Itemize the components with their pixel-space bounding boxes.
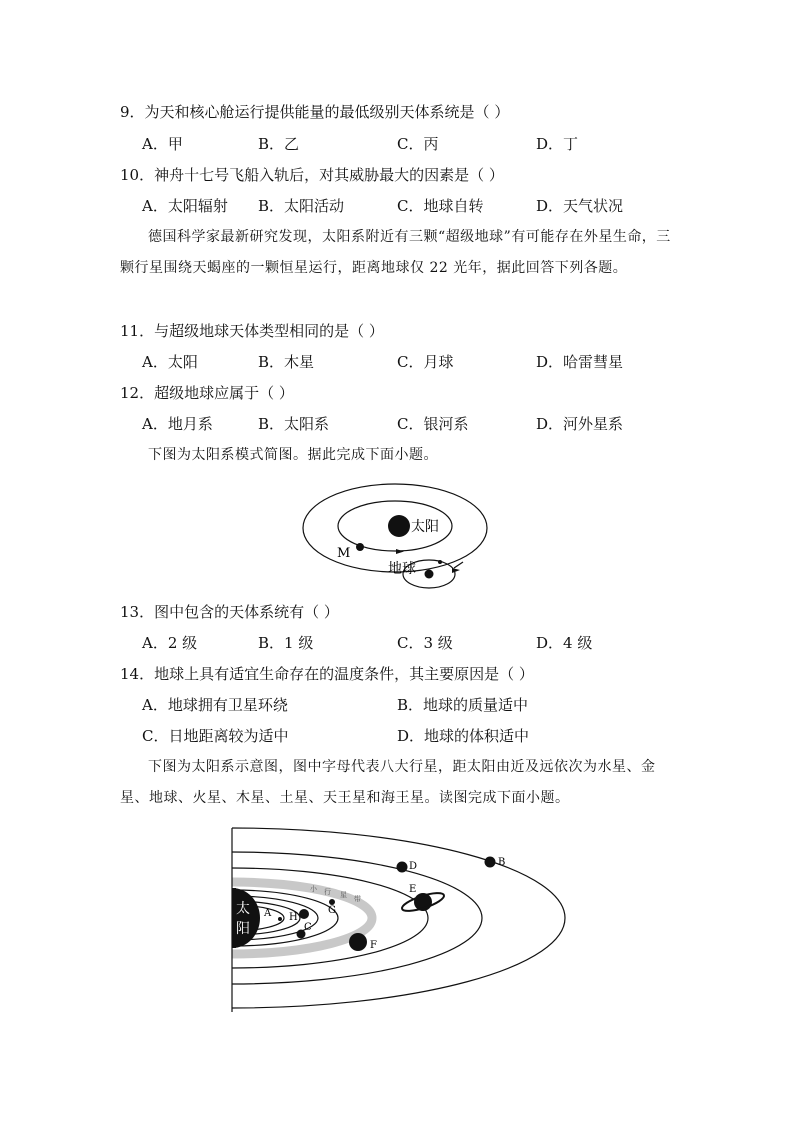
q11-stem: 11．与超级地球天体类型相同的是（ ） — [120, 322, 384, 340]
label-h: H — [289, 912, 298, 923]
q14-option-b: B．地球的质量适中 — [397, 696, 529, 714]
q14-option-d: D．地球的体积适中 — [397, 727, 530, 745]
sun-label-top: 太 — [236, 901, 250, 917]
moon-dot — [438, 560, 442, 564]
q11-option-a: A．太阳 — [142, 353, 198, 371]
figure-solar-system-model — [300, 478, 500, 598]
planet-h — [299, 909, 309, 919]
q13-option-b: B．1 级 — [258, 634, 314, 652]
planet-a — [278, 917, 282, 921]
q12-stem: 12．超级地球应属于（ ） — [120, 384, 294, 402]
q10-option-b: B．太阳活动 — [258, 197, 345, 215]
moon-orbit-arrow — [454, 562, 463, 568]
label-b: B — [498, 857, 506, 868]
orbit-arrow-inner — [396, 549, 404, 554]
figure-solar-system-diagram — [228, 824, 568, 1016]
belt-char-1: 小 — [310, 885, 317, 893]
label-g: G — [328, 905, 336, 916]
earth-label: 地球 — [388, 561, 416, 577]
q12-option-d: D．河外星系 — [536, 415, 624, 433]
belt-char-4: 带 — [354, 895, 361, 903]
label-d: D — [409, 861, 418, 872]
label-e: E — [409, 884, 417, 895]
q9-option-a: A．甲 — [142, 135, 183, 153]
planet-m-dot — [356, 543, 364, 551]
q14-stem: 14．地球上具有适宜生命存在的温度条件，其主要原因是（ ） — [120, 665, 534, 683]
q10-stem: 10．神舟十七号飞船入轨后，对其威胁最大的因素是（ ） — [120, 166, 504, 184]
sun-dot — [388, 515, 410, 537]
earth-dot — [425, 570, 434, 579]
q10-option-d: D．天气状况 — [536, 197, 624, 215]
q9-option-b: B．乙 — [258, 135, 300, 153]
sun-label: 太阳 — [411, 519, 439, 535]
q13-option-d: D．4 级 — [536, 634, 593, 652]
q12-option-c: C．银河系 — [397, 415, 469, 433]
q9-option-c: C．丙 — [397, 135, 439, 153]
planet-m-label: M — [337, 546, 351, 561]
q13-option-c: C．3 级 — [397, 634, 453, 652]
sun-label-bottom: 阳 — [236, 921, 250, 937]
q11-option-b: B．木星 — [258, 353, 315, 371]
q10-option-a: A．太阳辐射 — [142, 197, 228, 215]
label-c: C — [304, 922, 312, 933]
passage-figure2-intro: 下图为太阳系示意图，图中字母代表八大行星，距太阳由近及远依次为水星、金星、地球、火星、木星、土星、天王星和海王星。读图完成下面小题。 — [120, 759, 656, 806]
label-f: F — [370, 940, 377, 951]
belt-char-2: 行 — [324, 888, 331, 896]
q13-stem: 13．图中包含的天体系统有（ ） — [120, 603, 339, 621]
planet-f — [349, 933, 367, 951]
q9-option-d: D．丁 — [536, 135, 579, 153]
q14-option-c: C．日地距离较为适中 — [142, 727, 289, 745]
q9-stem: 9．为天和核心舱运行提供能量的最低级别天体系统是（ ） — [120, 103, 510, 121]
planet-b — [485, 857, 496, 868]
q10-option-c: C．地球自转 — [397, 197, 484, 215]
q12-option-a: A．地月系 — [142, 415, 213, 433]
passage-super-earth: 德国科学家最新研究发现，太阳系附近有三颗“超级地球”有可能存在外星生命，三颗行星围绕天蝎座的一颗恒星运行，距离地球仅 22 光年，据此回答下列各题。 — [120, 229, 671, 276]
q12-option-b: B．太阳系 — [258, 415, 330, 433]
belt-char-3: 星 — [340, 891, 347, 899]
q14-option-a: A．地球拥有卫星环绕 — [142, 696, 288, 714]
q11-option-c: C．月球 — [397, 353, 454, 371]
passage-figure1-intro: 下图为太阳系模式简图。据此完成下面小题。 — [148, 447, 438, 463]
planet-d — [397, 862, 408, 873]
q11-option-d: D．哈雷彗星 — [536, 353, 624, 371]
q13-option-a: A．2 级 — [142, 634, 198, 652]
label-a: A — [264, 908, 272, 919]
